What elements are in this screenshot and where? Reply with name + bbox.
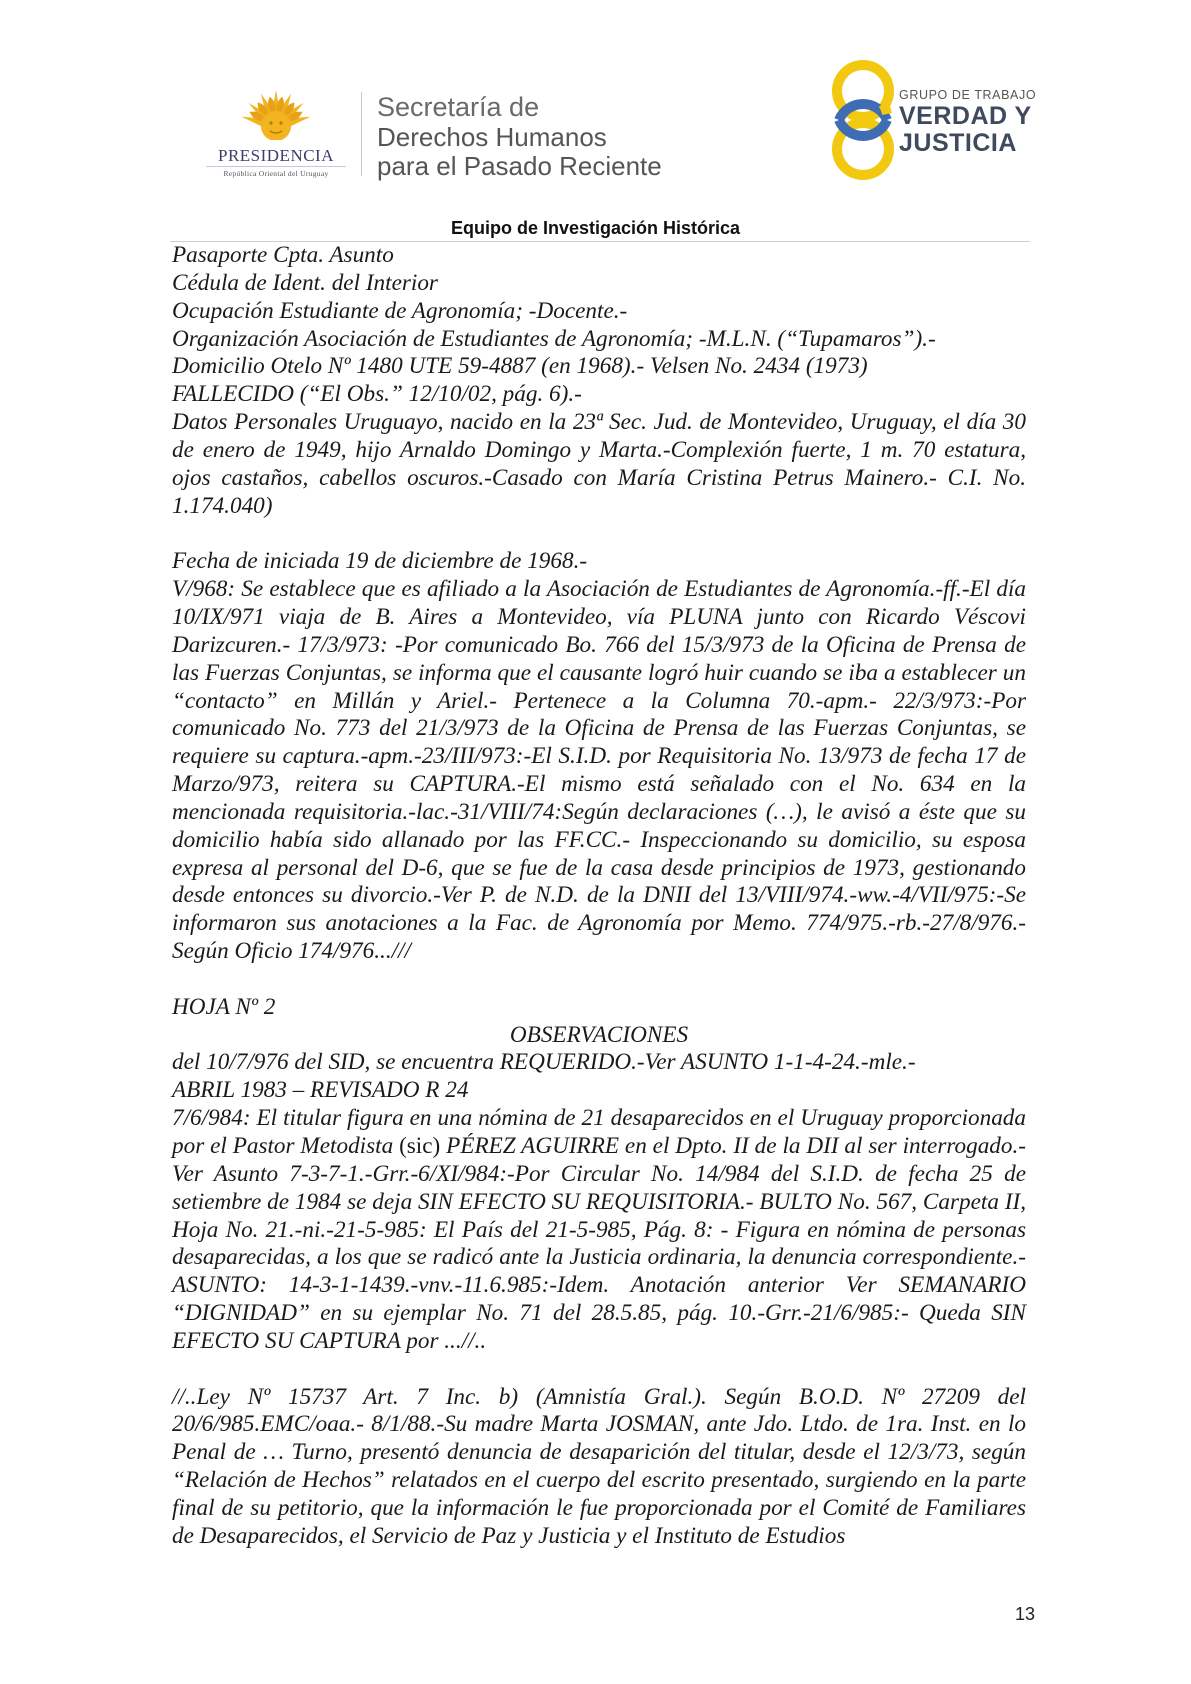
presidencia-subtitle: República Oriental del Uruguay [223,169,329,178]
obs-part-b: PÉREZ AGUIRRE en el Dpto. II de la DII al ser interrogado.- Ver Asunto 7-3-7-1.-Grr.-6/XI/984:-Por Circular No. 14/984 del S.I.D. de fecha 25 de setiembre de 1984 se deja SIN EFECTO SU REQUISITORIA.- BULTO No. 567, Carpeta II, Hoja No. 21.-ni.-21-5-985: El País del 21-5-985, Pág. 8: - Figura en nómina de personas desaparecidas, a los que se radicó ante la Justicia ordinaria, la denuncia correspondiente.-ASUNTO: 14-3-1-1439.-vnv.-11.6.985:-Idem. Anotación anterior Ver SEMANARIO “DIGNIDAD” en su ejemplar No. 71 del 28.5.85, pág. 10.-Grr.-21/6/985:- Queda SIN EFECTO SU CAPTURA por ...//.. [172,1133,1027,1354]
sun-icon [196,82,356,146]
paragraph-gap [172,1356,1026,1384]
vyj-line2: VERDAD Y [899,102,1032,130]
anotaciones: V/968: Se establece que es afiliado a la Asociación de Estudiantes de Agronomía.-ff.-El día 10/IX/971 viaja de B. Aires a Montevideo, vía PLUNA junto con Ricardo Véscovi Darizcuren.- 17/3/973: -Por comunicado Bo. 766 del 15/3/973 de la Oficina de Prensa de las Fuerzas Conjuntas, se informa que el causante logró huir cuando se iba a establecer un “contacto” en Millán y Ariel.- Pertenece a la Columna 70.-apm.- 22/3/973:-Por comunicado No. 773 del 21/3/973 de la Oficina de Prensa de las Fuerzas Conjuntas, se requiere su captura.-apm.-23/III/973:-El S.I.D. por Requisitoria No. 13/973 de fecha 17 de Marzo/973, reitera su CAPTURA.-El mismo está señalado con el No. 634 en la mencionada requisitoria.-lac.-31/VIII/74:Según declaraciones (…), le avisó a éste que su domicilio había sido allanado por las FF.CC.- Inspeccionando su domicilio, su esposa expresa al personal del D-6, que se fue de la casa desde principios de 1973, gestionando desde entonces su divorcio.-Ver P. de N.D. de la DNII del 13/VIII/974.-ww.-4/VII/975:-Se informaron sus anotaciones a la Fac. de Agronomía por Memo. 774/975.-rb.-27/8/976.-Según Oficio 174/976.../// [172,576,1026,965]
observaciones-line1: del 10/7/976 del SID, se encuentra REQUERIDO.-Ver ASUNTO 1-1-4-24.-mle.- [172,1049,916,1076]
page-number: 13 [1014,1604,1035,1624]
vyj-line3: JUSTICIA [899,129,1017,157]
paragraph-gap [172,520,1026,548]
secretaria-line3: para el Pasado Reciente [377,151,662,181]
team-title: Equipo de Investigación Histórica [450,218,741,238]
verdad-justicia-rings-icon [823,58,903,182]
hoja-label: HOJA Nº 2 [172,993,276,1020]
obs-part-a: 7/6/984: El titular figura en una nómina de 21 desaparecidos en el Uruguay proporcionada por el Pastor Metodista [172,1105,1026,1159]
header-divider [361,92,362,176]
secretaria-line1: Secretaría de [377,92,540,122]
obs-sic: (sic) [399,1133,441,1159]
observaciones-line2: ABRIL 1983 – REVISADO R 24 [172,1077,469,1104]
verdad-justicia-text [899,88,1036,157]
field-domicilio: Domicilio Otelo Nº 1480 UTE 59-4887 (en 1968).- Velsen No. 2434 (1973) [172,353,868,380]
field-cedula: Cédula de Ident. del Interior [172,269,438,296]
fecha-iniciada: Fecha de iniciada 19 de diciembre de 1968.- [172,548,588,575]
field-pasaporte: Pasaporte Cpta. Asunto [172,242,394,268]
field-organizacion: Organización Asociación de Estudiantes de Agronomía; -M.L.N. (“Tupamaros”).- [172,325,936,352]
secretaria-line2: Derechos Humanos [377,122,607,152]
observaciones-paragraph [172,1105,1026,1356]
document-body [172,242,1026,1551]
observaciones-title: OBSERVACIONES [509,1021,689,1048]
field-ocupacion: Ocupación Estudiante de Agronomía; -Docente.- [172,297,628,324]
ley-paragraph: //..Ley Nº 15737 Art. 7 Inc. b) (Amnistía Gral.). Según B.O.D. Nº 27209 del 20/6/985.EMC/oaa.- 8/1/88.-Su madre Marta JOSMAN, ante Jdo. Ltdo. de 1ra. Inst. en lo Penal de … Turno, presentó denuncia de desaparición del titular, desde el 12/3/73, según “Relación de Hechos” relatados en el cuerpo del escrito presentado, surgiendo en la parte final de su petitorio, que la información le fue proporcionada por el Comité de Familiares de Desaparecidos, el Servicio de Paz y Justicia y el Instituto de Estudios [172,1383,1026,1549]
vyj-line1: GRUPO DE TRABAJO [899,88,1037,102]
datos-personales: Datos Personales Uruguayo, nacido en la 23ª Sec. Jud. de Montevideo, Uruguay, el día 30 de enero de 1949, hijo Arnaldo Domingo y Marta.-Complexión fuerte, 1 m. 70 estatura, ojos castaños, cabellos oscuros.-Casado con María Cristina Petrus Mainero.- C.I. No. 1.174.040) [172,409,1026,519]
paragraph-gap [172,966,1026,994]
presidencia-logo [196,82,356,182]
field-fallecido: FALLECIDO (“El Obs.” 12/10/02, pág. 6).- [172,381,582,408]
presidencia-name: PRESIDENCIA [217,146,334,165]
page-header [0,0,1191,240]
secretaria-logo-text [377,92,717,181]
presidencia-divider [206,166,346,167]
